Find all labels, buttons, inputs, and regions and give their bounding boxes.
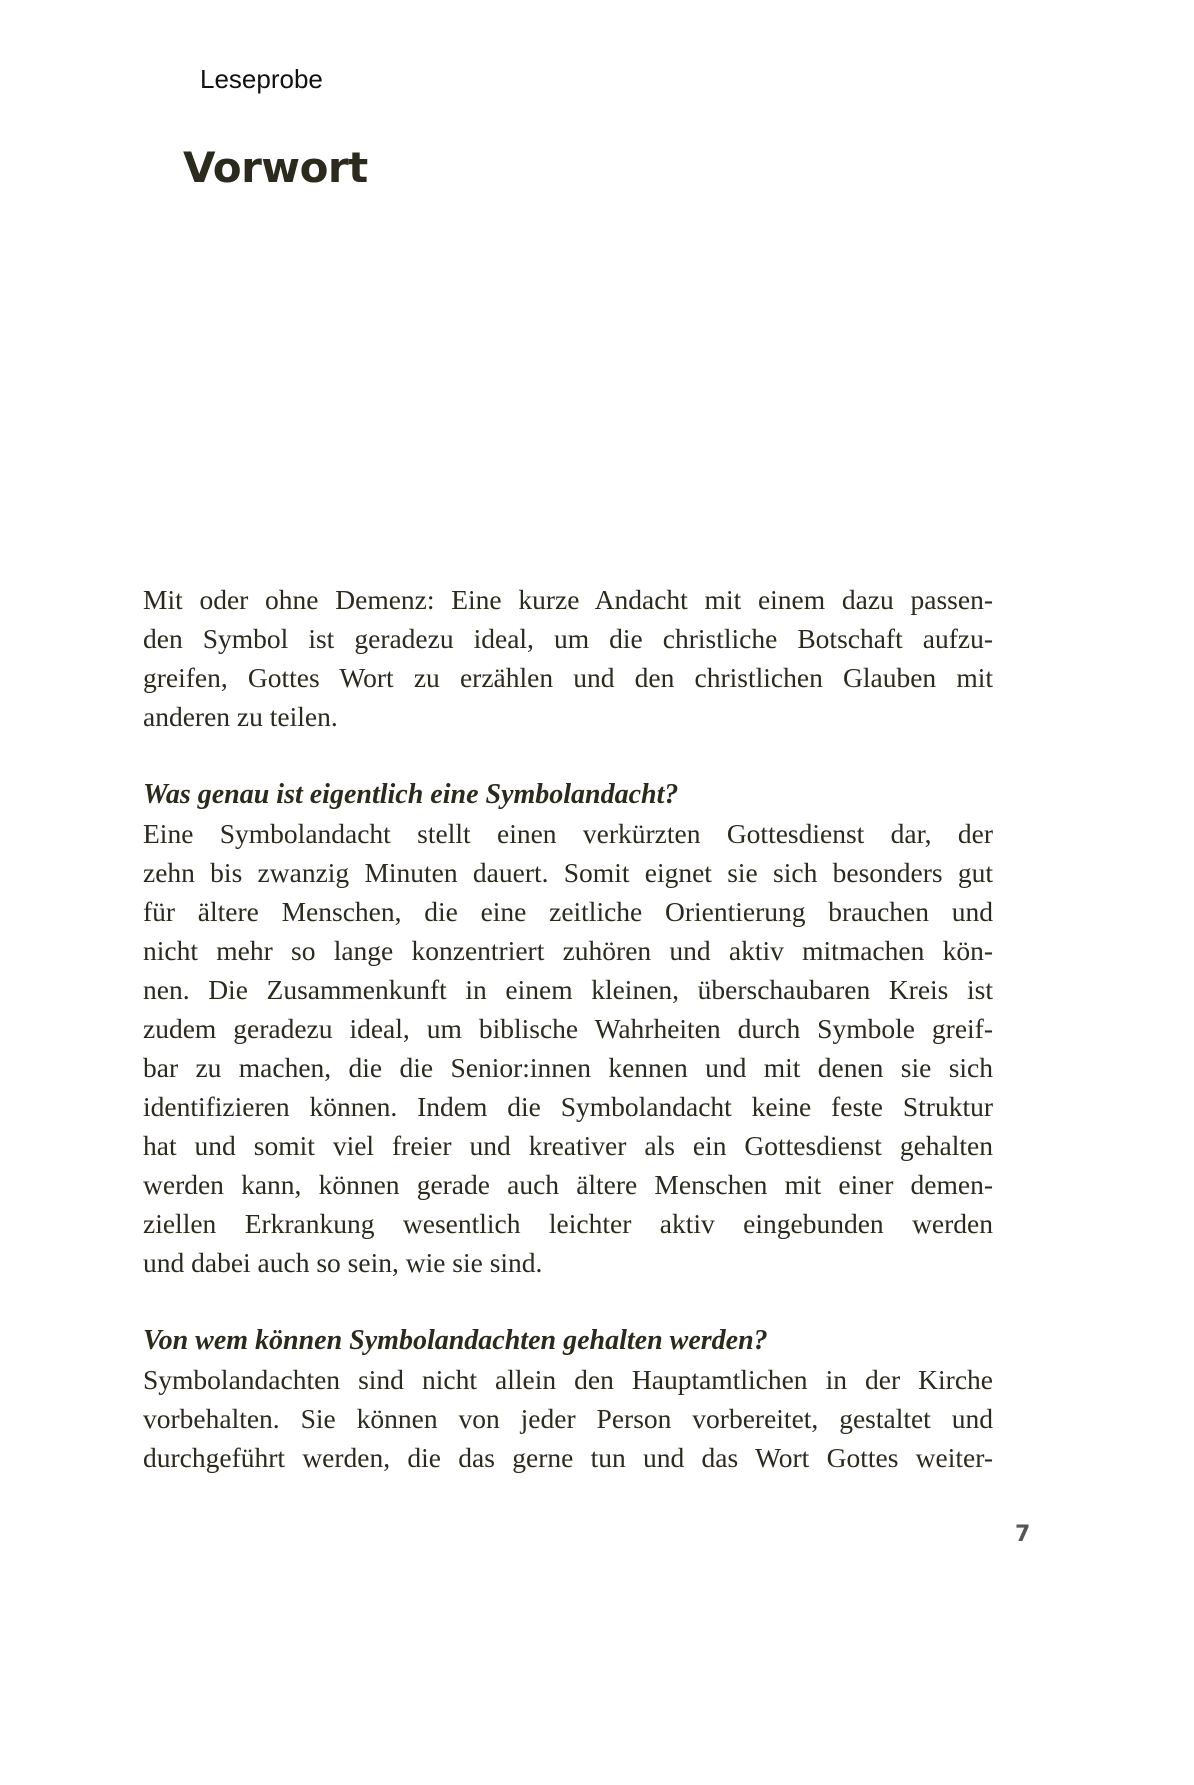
text-line: zehn bis zwanzig Minuten dauert. Somit eignet sie sich besonders gut <box>143 857 993 888</box>
text-line: Mit oder ohne Demenz: Eine kurze Andacht mit einem dazu passen- <box>143 584 993 615</box>
text-line: werden kann, können gerade auch ältere Menschen mit einer demen- <box>143 1169 993 1200</box>
text-line: bar zu machen, die die Senior:innen kennen und mit denen sie sich <box>143 1052 993 1083</box>
text-line: ziellen Erkrankung wesentlich leichter aktiv eingebunden werden <box>143 1208 993 1239</box>
text-line: anderen zu teilen. <box>143 701 338 732</box>
text-line: hat und somit viel freier und kreativer als ein Gottesdienst gehalten <box>143 1130 993 1161</box>
text-line: nicht mehr so lange konzentriert zuhören und aktiv mitmachen kön- <box>143 935 993 966</box>
section-paragraph <box>143 1360 993 1477</box>
text-line: identifizieren können. Indem die Symbolandacht keine feste Struktur <box>143 1091 993 1122</box>
text-line: Eine Symbolandacht stellt einen verkürzten Gottesdienst dar, der <box>143 818 993 849</box>
text-line: nen. Die Zusammenkunft in einem kleinen, überschaubaren Kreis ist <box>143 974 993 1005</box>
text-line: vorbehalten. Sie können von jeder Person vorbereitet, gestaltet und <box>143 1403 993 1434</box>
paragraph-gap <box>143 1282 993 1321</box>
text-line: Symbolandachten sind nicht allein den Hauptamtlichen in der Kirche <box>143 1364 993 1395</box>
text-line: und dabei auch so sein, wie sie sind. <box>143 1247 543 1278</box>
text-line: greifen, Gottes Wort zu erzählen und den christlichen Glauben mit <box>143 662 993 693</box>
text-line: für ältere Menschen, die eine zeitliche Orientierung brauchen und <box>143 896 993 927</box>
chapter-title: Vorwort <box>183 143 368 192</box>
excerpt-label: Leseprobe <box>200 64 323 94</box>
text-line: durchgeführt werden, die das gerne tun und das Wort Gottes weiter- <box>143 1442 993 1473</box>
body-text <box>143 580 993 1477</box>
page-number: 7 <box>1015 1522 1031 1547</box>
text-line: den Symbol ist geradezu ideal, um die christliche Botschaft aufzu- <box>143 623 993 654</box>
text-line: zudem geradezu ideal, um biblische Wahrheiten durch Symbole greif- <box>143 1013 993 1044</box>
intro-paragraph <box>143 580 993 736</box>
section-heading: Was genau ist eigentlich eine Symbolandacht? <box>143 779 679 810</box>
paragraph-gap <box>143 736 993 775</box>
section-heading: Von wem können Symbolandachten gehalten werden? <box>143 1325 768 1356</box>
section-paragraph <box>143 814 993 1282</box>
